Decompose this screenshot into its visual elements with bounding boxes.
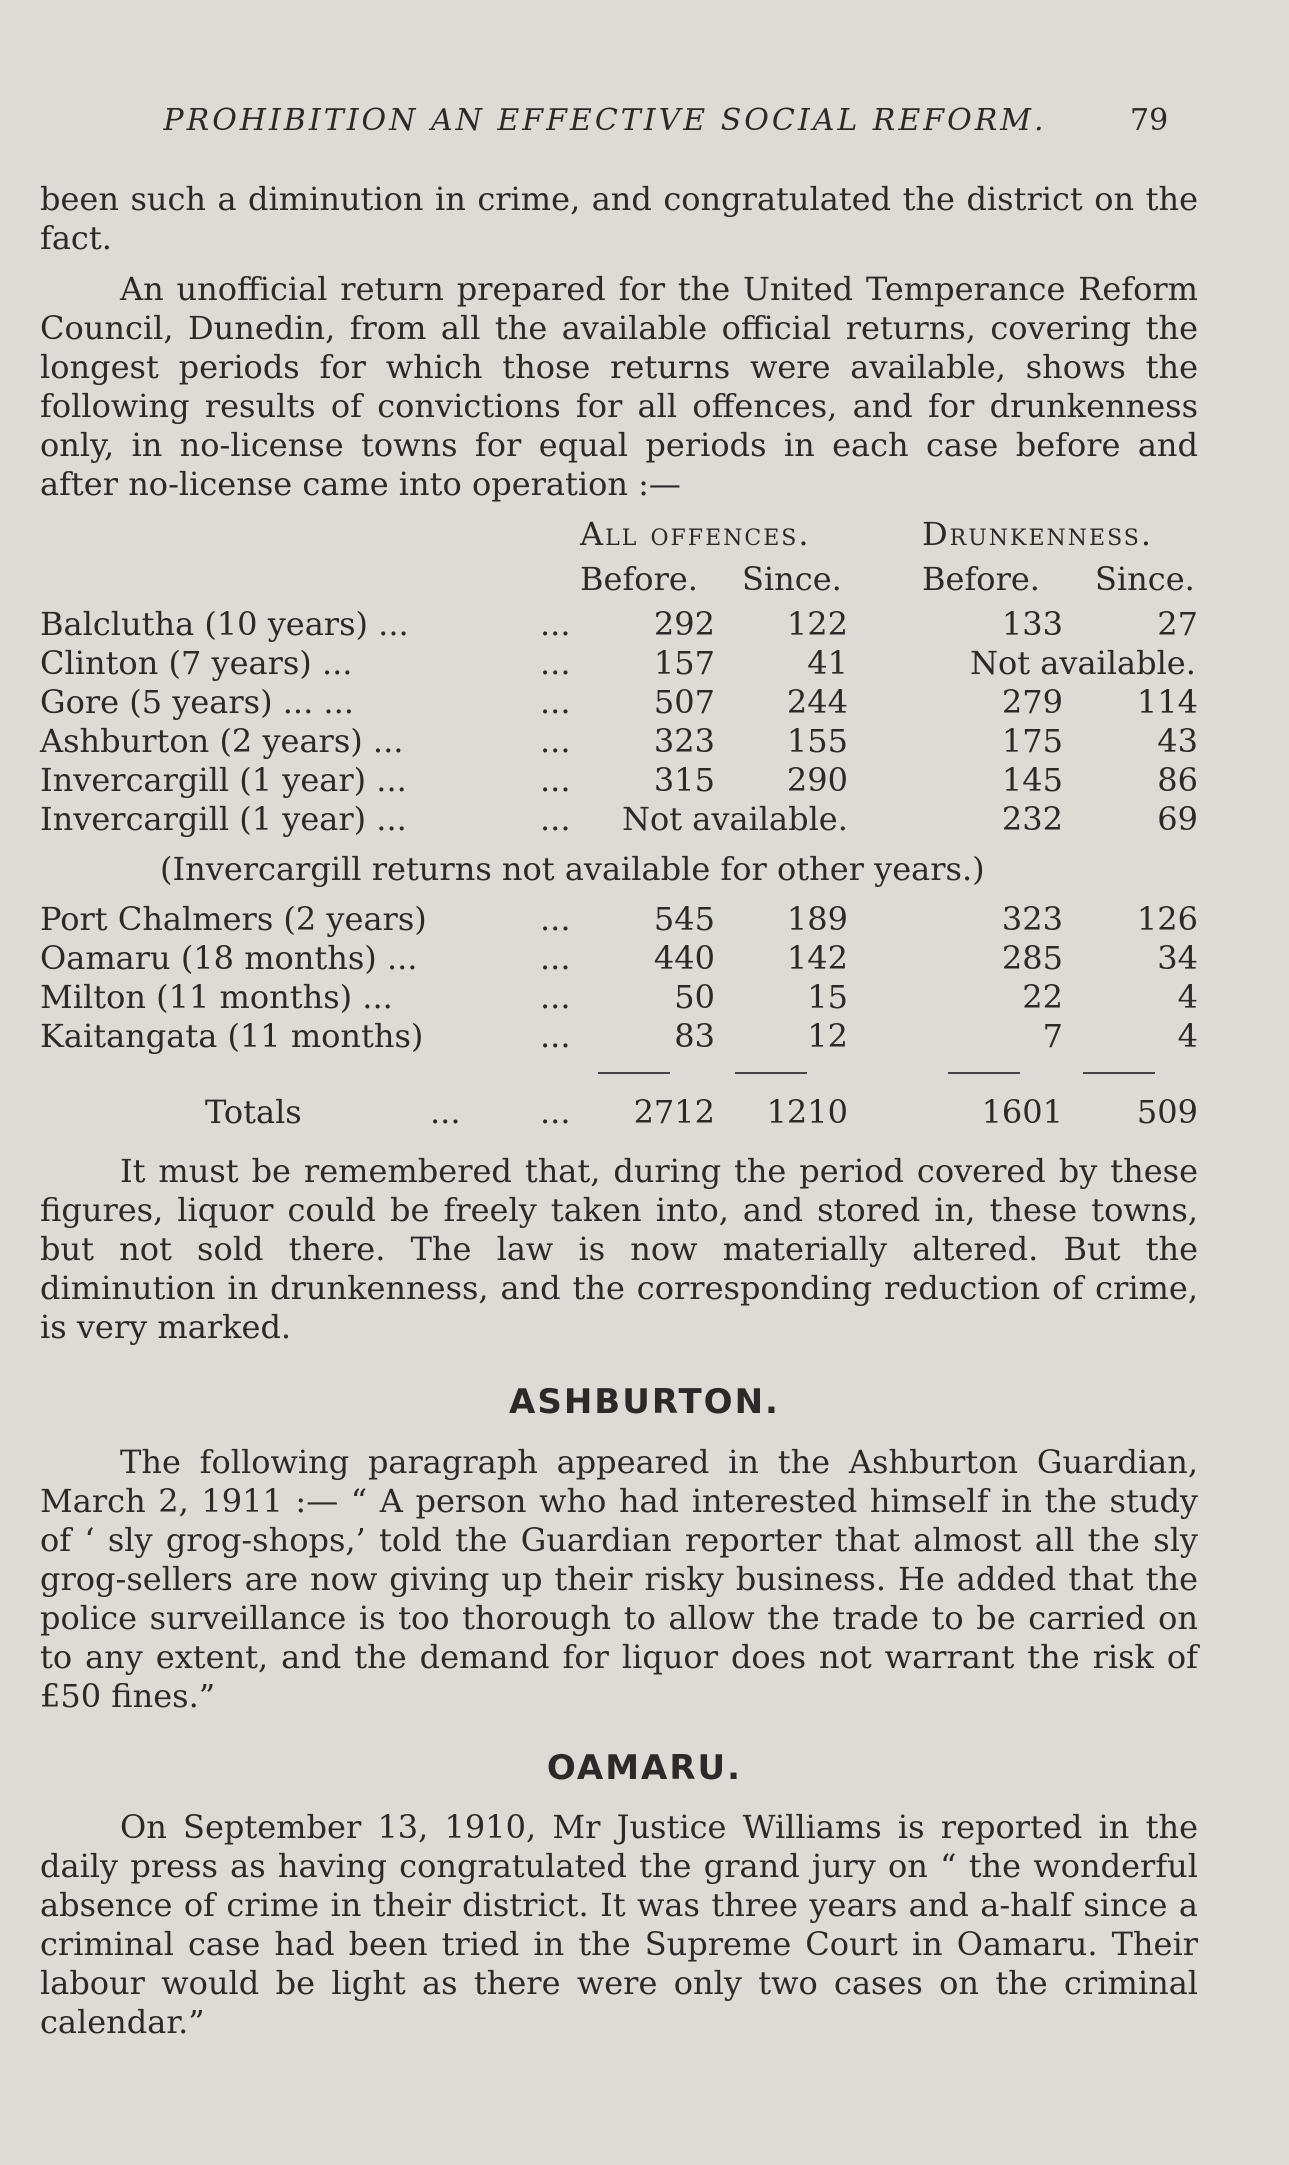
group-drunkenness: Drunkenness. bbox=[922, 515, 1153, 553]
drunk-before: 145 bbox=[1001, 761, 1063, 799]
leader-dots: ... bbox=[540, 1017, 571, 1055]
invercargill-note: (Invercargill returns not available for other years.) bbox=[160, 850, 985, 888]
table-row bbox=[40, 939, 1200, 978]
leader-dots: ... bbox=[540, 900, 571, 938]
drunk-before: 232 bbox=[1001, 800, 1063, 838]
running-header bbox=[40, 103, 1170, 138]
drunk-since: 27 bbox=[1157, 605, 1198, 643]
table-row bbox=[40, 722, 1200, 761]
leader-dots: ... bbox=[540, 978, 571, 1016]
all-before: 323 bbox=[653, 722, 715, 760]
leader-dots: ... bbox=[540, 939, 571, 977]
drunk-since: 114 bbox=[1136, 683, 1198, 721]
table-row bbox=[40, 644, 1200, 683]
col-before-drunk: Before. bbox=[922, 560, 1040, 598]
all-before: 315 bbox=[653, 761, 715, 799]
drunk-since: 126 bbox=[1136, 900, 1198, 938]
all-before: 545 bbox=[653, 900, 715, 938]
all-since: 142 bbox=[786, 939, 848, 977]
all-before: 507 bbox=[653, 683, 715, 721]
col-before-all: Before. bbox=[580, 560, 698, 598]
paragraph-oamaru: On September 13, 1910, Mr Justice Williams is reported in the daily press as having congratulated the grand jury on “ the wonderful absence of crime in their district. It was three years and a-half since a criminal case had been tried in the Supreme Court in Oamaru. Their labour would be light as there were only two cases on the criminal calendar.” bbox=[40, 1808, 1198, 2041]
sum-rule bbox=[1083, 1072, 1155, 1074]
all-since: 41 bbox=[807, 644, 848, 682]
town-name: Milton (11 months) ... bbox=[40, 978, 393, 1016]
all-since: 12 bbox=[807, 1017, 848, 1055]
all-before: 50 bbox=[674, 978, 715, 1016]
town-name: Clinton (7 years) ... bbox=[40, 644, 353, 682]
leader-dots: ... bbox=[540, 683, 571, 721]
drunk-since: 43 bbox=[1157, 722, 1198, 760]
drunk-since: 4 bbox=[1177, 1017, 1198, 1055]
leader-dots: ... bbox=[540, 761, 571, 799]
all-since: 155 bbox=[786, 722, 848, 760]
col-since-all: Since. bbox=[742, 560, 842, 598]
town-name: Ashburton (2 years) ... bbox=[40, 722, 404, 760]
table-row bbox=[40, 761, 1200, 800]
leader-dots: ... bbox=[540, 605, 571, 643]
table-row bbox=[40, 978, 1200, 1017]
total-all-before: 2712 bbox=[633, 1093, 715, 1131]
drunk-before: 279 bbox=[1001, 683, 1063, 721]
drunk-before: 22 bbox=[1022, 978, 1063, 1016]
drunk-before: 323 bbox=[1001, 900, 1063, 938]
town-name: Port Chalmers (2 years) bbox=[40, 900, 427, 938]
table-note bbox=[160, 850, 1289, 889]
table-row bbox=[40, 1017, 1200, 1056]
sum-rule bbox=[948, 1072, 1020, 1074]
town-name: Invercargill (1 year) ... bbox=[40, 761, 407, 799]
group-all-offences: All offences. bbox=[580, 515, 811, 553]
table-row bbox=[40, 605, 1200, 644]
all-before: 157 bbox=[653, 644, 715, 682]
table-row bbox=[40, 683, 1200, 722]
drunk-since: 69 bbox=[1157, 800, 1198, 838]
leader-dots: ... bbox=[430, 1093, 461, 1131]
totals-row bbox=[40, 1093, 1200, 1132]
leader-dots: ... bbox=[540, 722, 571, 760]
paragraph-ashburton: The following paragraph appeared in the Ashburton Guardian, March 2, 1911 :— “ A person who had interested himself in the study of ‘ sly grog-shops,’ told the Guardian reporter that almost all the sly grog-sellers are now giving up their risky business. He added that the police surveillance is too thorough to allow the trade to be carried on to any extent, and the demand for liquor does not warrant the risk of £50 fines.” bbox=[40, 1443, 1198, 1715]
leader-dots: ... bbox=[540, 800, 571, 838]
town-name: Gore (5 years) ... ... bbox=[40, 683, 354, 721]
all-since: 290 bbox=[786, 761, 848, 799]
total-drunk-since: 509 bbox=[1136, 1093, 1198, 1131]
table-column-header bbox=[40, 560, 1200, 599]
drunk-since: 4 bbox=[1177, 978, 1198, 1016]
all-before: 292 bbox=[653, 605, 715, 643]
drunk-before: 175 bbox=[1001, 722, 1063, 760]
drunk-since: 34 bbox=[1157, 939, 1198, 977]
drunk-before: 7 bbox=[1042, 1017, 1063, 1055]
leader-dots: ... bbox=[540, 644, 571, 682]
all-since: 15 bbox=[807, 978, 848, 1016]
all-before: 83 bbox=[674, 1017, 715, 1055]
all-since: 189 bbox=[786, 900, 848, 938]
heading-oamaru: OAMARU. bbox=[546, 1748, 743, 1788]
col-since-drunk: Since. bbox=[1095, 560, 1195, 598]
drunk-since: 86 bbox=[1157, 761, 1198, 799]
totals-label: Totals bbox=[205, 1093, 302, 1131]
town-name: Invercargill (1 year) ... bbox=[40, 800, 407, 838]
table-group-header bbox=[40, 515, 1200, 554]
sum-rule bbox=[735, 1072, 807, 1074]
not-available: Not available. bbox=[970, 644, 1196, 682]
drunk-before: 285 bbox=[1001, 939, 1063, 977]
town-name: Kaitangata (11 months) bbox=[40, 1017, 424, 1055]
all-since: 244 bbox=[786, 683, 848, 721]
not-available: Not available. bbox=[622, 800, 848, 838]
sum-rule bbox=[598, 1072, 670, 1074]
running-title: PROHIBITION AN EFFECTIVE SOCIAL REFORM. bbox=[163, 103, 1047, 138]
town-name: Balclutha (10 years) ... bbox=[40, 605, 409, 643]
town-name: Oamaru (18 months) ... bbox=[40, 939, 418, 977]
all-before: 440 bbox=[653, 939, 715, 977]
drunk-before: 133 bbox=[1001, 605, 1063, 643]
leader-dots: ... bbox=[540, 1093, 571, 1131]
table-row bbox=[40, 900, 1200, 939]
total-drunk-before: 1601 bbox=[981, 1093, 1063, 1131]
total-all-since: 1210 bbox=[766, 1093, 848, 1131]
paragraph-return-intro: An unofficial return prepared for the United Temperance Reform Council, Dunedin, from all the available official returns, covering the longest periods for which those returns were available, shows the following results of convictions for all offences, and for drunkenness only, in no-license towns for equal periods in each case before and after no-license came into operation :— bbox=[40, 270, 1198, 503]
paragraph-remark: It must be remembered that, during the period covered by these figures, liquor could be freely taken into, and stored in, these towns, but not sold there. The law is now materially altered. But the diminution in drunkenness, and the corresponding reduction of crime, is very marked. bbox=[40, 1152, 1198, 1346]
page-number: 79 bbox=[1130, 103, 1169, 138]
heading-ashburton: ASHBURTON. bbox=[509, 1382, 780, 1422]
all-since: 122 bbox=[786, 605, 848, 643]
paragraph-continued: been such a diminution in crime, and congratulated the district on the fact. bbox=[40, 180, 1198, 257]
table-row bbox=[40, 800, 1200, 839]
